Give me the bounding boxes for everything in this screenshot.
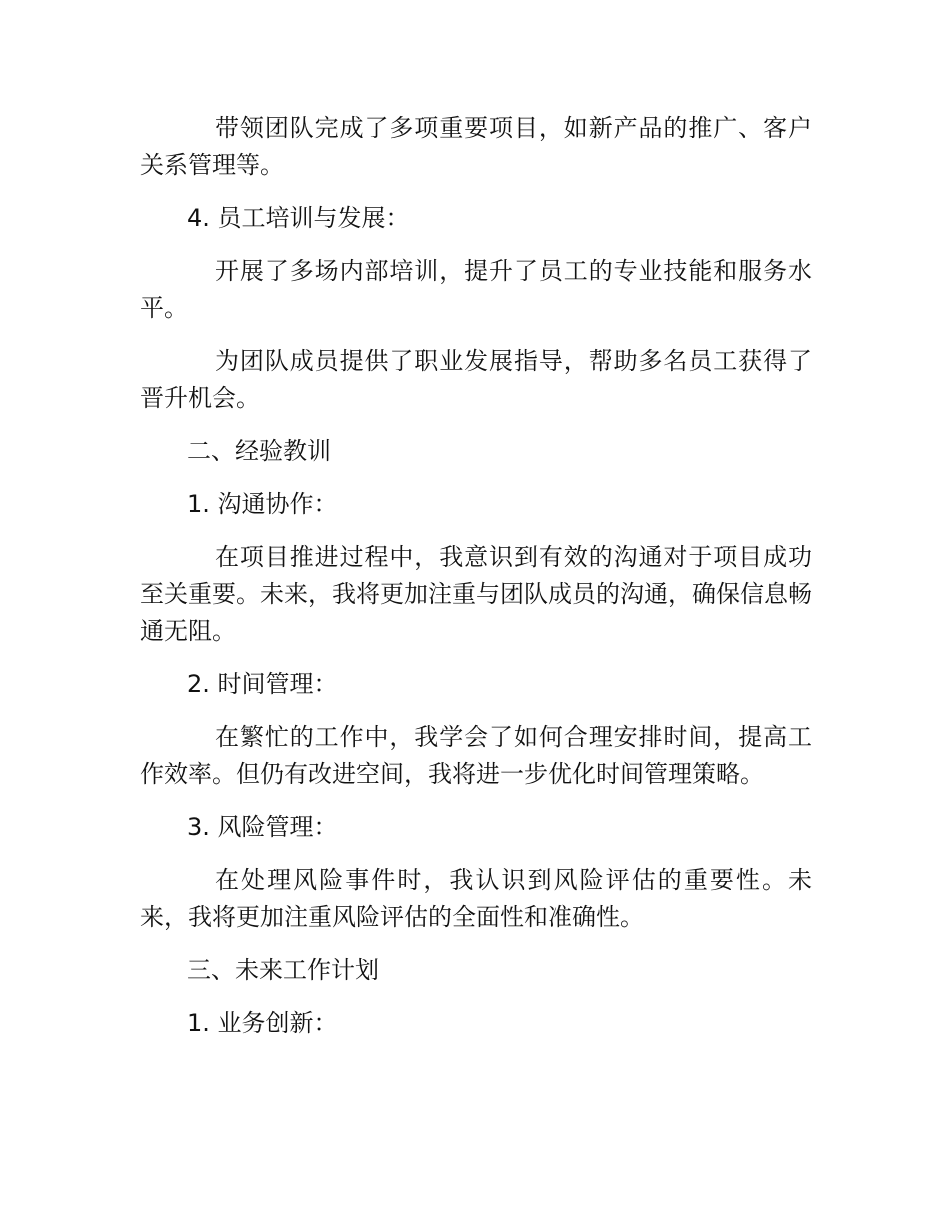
- heading-communication: 1. 沟通协作：: [187, 490, 338, 518]
- heading-time-management: 2. 时间管理：: [187, 670, 338, 698]
- heading-risk-management: 3. 风险管理：: [187, 813, 338, 841]
- paragraph-team-projects: 带领团队完成了多项重要项目，如新产品的推广、客户关系管理等。: [140, 114, 812, 179]
- document-body: [140, 110, 812, 1058]
- section-heading-future-plan: 三、未来工作计划: [187, 956, 379, 984]
- section-heading-lessons: 二、经验教训: [187, 437, 331, 465]
- paragraph-risk-management: 在处理风险事件时，我认识到风险评估的重要性。未来，我将更加注重风险评估的全面性和准确性。: [140, 866, 812, 931]
- paragraph-career-guidance: 为团队成员提供了职业发展指导，帮助多名员工获得了晋升机会。: [140, 347, 812, 412]
- paragraph-internal-training: 开展了多场内部培训，提升了员工的专业技能和服务水平。: [140, 257, 812, 322]
- paragraph-time-management: 在繁忙的工作中，我学会了如何合理安排时间，提高工作效率。但仍有改进空间，我将进一步优化时间管理策略。: [140, 723, 812, 788]
- heading-employee-training: 4. 员工培训与发展：: [187, 204, 410, 232]
- heading-business-innovation: 1. 业务创新：: [187, 1009, 338, 1037]
- paragraph-communication: 在项目推进过程中，我意识到有效的沟通对于项目成功至关重要。未来，我将更加注重与团队成员的沟通，确保信息畅通无阻。: [140, 543, 812, 645]
